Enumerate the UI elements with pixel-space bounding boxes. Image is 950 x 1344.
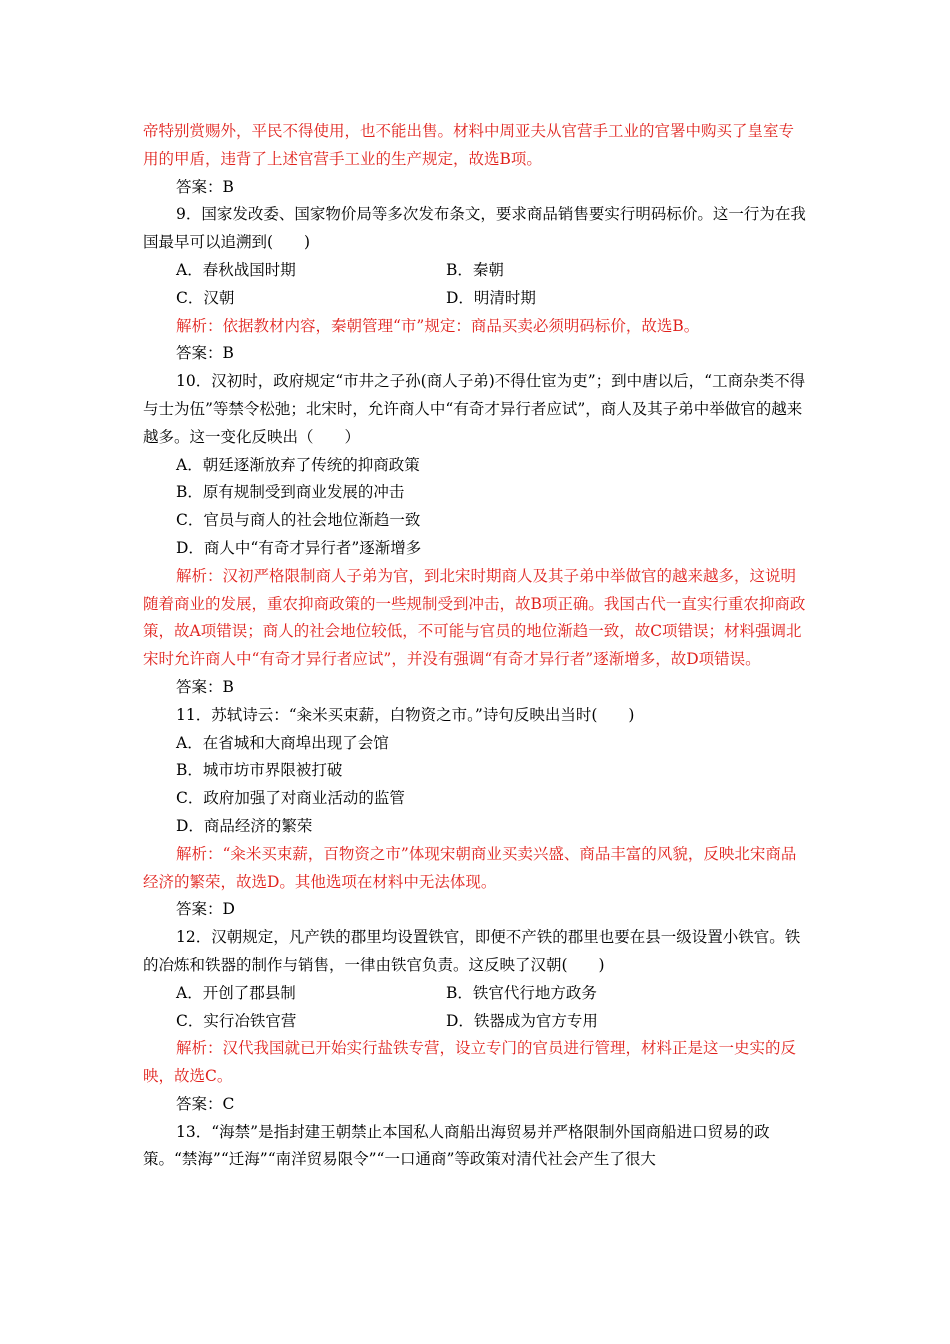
- option-a: A．春秋战国时期: [176, 260, 296, 279]
- options-row: [143, 257, 808, 285]
- answer-line: 答案：D: [176, 900, 235, 919]
- page-content: [143, 118, 808, 1174]
- option-d: D．明清时期: [446, 288, 536, 307]
- question-stem: 11．苏轼诗云：“籴米买束薪，白物资之市。”诗句反映出当时( ): [176, 705, 635, 724]
- answer-line: 答案：B: [176, 344, 234, 363]
- option-b: B．铁官代行地方政务: [446, 983, 597, 1002]
- option-b: B．城市坊市界限被打破: [176, 761, 343, 780]
- answer-line: 答案：B: [176, 177, 234, 196]
- options-row: [143, 1008, 808, 1036]
- analysis-text: 解析：汉初严格限制商人子弟为官，到北宋时期商人及其子弟中举做官的越来越多，这说明随着商业的发展，重农抑商政策的一些规制受到冲击，故B项正确。我国古代一直实行重农抑商政策，故A项错误；商人的社会地位较低，不可能与官员的地位渐趋一致，故C项错误；材料强调北宋时允许商人中“有奇才异行者应试”，并没有强调“有奇才异行者”逐渐增多，故D项错误。: [143, 566, 806, 669]
- answer-line: 答案：B: [176, 677, 234, 696]
- option-a: A．朝廷逐渐放弃了传统的抑商政策: [176, 455, 420, 474]
- analysis-text: 解析：依据教材内容，秦朝管理“市”规定：商品买卖必须明码标价，故选B。: [176, 316, 700, 335]
- option-c: C．政府加强了对商业活动的监管: [176, 789, 405, 808]
- analysis-text: 解析：汉代我国就已开始实行盐铁专营，设立专门的官员进行管理，材料正是这一史实的反映，故选C。: [143, 1039, 797, 1086]
- option-d: D．商品经济的繁荣: [176, 816, 313, 835]
- question-stem: 13．“海禁”是指封建王朝禁止本国私人商船出海贸易并严格限制外国商船进口贸易的政策。“禁海”“迁海”“南洋贸易限令”“一口通商”等政策对清代社会产生了很大: [143, 1122, 770, 1169]
- question-stem: 9．国家发改委、国家物价局等多次发布条文，要求商品销售要实行明码标价。这一行为在我国最早可以追溯到( ): [143, 205, 806, 252]
- analysis-text: 帝特别赏赐外，平民不得使用，也不能出售。材料中周亚夫从官营手工业的官署中购买了皇室专用的甲盾，违背了上述官营手工业的生产规定，故选B项。: [143, 122, 795, 168]
- option-d: D．商人中“有奇才异行者”逐渐增多: [176, 538, 422, 557]
- option-b: B．原有规制受到商业发展的冲击: [176, 483, 405, 502]
- answer-line: 答案：C: [176, 1094, 235, 1113]
- options-row: [143, 980, 808, 1008]
- analysis-text: 解析：“籴米买束薪，百物资之市”体现宋朝商业买卖兴盛、商品丰富的风貌，反映北宋商品经济的繁荣，故选D。其他选项在材料中无法体现。: [143, 844, 797, 891]
- option-c: C．汉朝: [176, 288, 235, 307]
- question-stem: 12．汉朝规定，凡产铁的郡里均设置铁官，即便不产铁的郡里也要在县一级设置小铁官。铁的冶炼和铁器的制作与销售，一律由铁官负责。这反映了汉朝( ): [143, 928, 801, 974]
- option-b: B．秦朝: [446, 260, 504, 279]
- option-c: C．官员与商人的社会地位渐趋一致: [176, 511, 421, 530]
- option-d: D．铁器成为官方专用: [446, 1011, 598, 1030]
- option-a: A．开创了郡县制: [176, 983, 296, 1002]
- option-a: A．在省城和大商埠出现了会馆: [176, 733, 389, 752]
- options-row: [143, 285, 808, 313]
- option-c: C．实行冶铁官营: [176, 1011, 297, 1030]
- question-stem: 10．汉初时，政府规定“市井之子孙(商人子弟)不得仕宦为吏”；到中唐以后，“工商杂类不得与士为伍”等禁令松弛；北宋时，允许商人中“有奇才异行者应试”，商人及其子弟中举做官的越来越多。这一变化反映出（ ）: [143, 372, 806, 446]
